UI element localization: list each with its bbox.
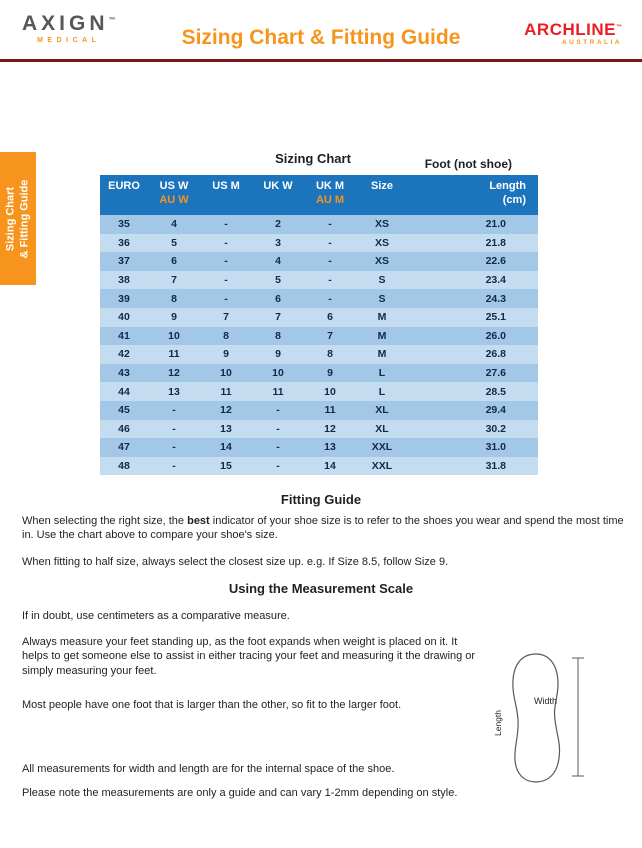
table-cell: -: [328, 218, 332, 231]
table-cell: 11: [168, 348, 180, 361]
table-cell: XL: [375, 422, 389, 435]
table-cell: L: [378, 367, 386, 380]
table-cell: 5: [171, 236, 177, 249]
archline-logo-sub: AUSTRALIA: [561, 39, 622, 46]
axign-logo-name: AXIGN™: [22, 12, 116, 35]
table-cell: 13: [168, 385, 180, 398]
table-cell: -: [328, 274, 332, 287]
measurement-paragraph-3: Most people have one foot that is larger than the other, so fit to the larger foot.: [22, 699, 402, 711]
table-cell: 25.1: [485, 311, 506, 324]
table-cell: -: [224, 274, 228, 287]
archline-logo: [524, 20, 622, 46]
table-cell: 29.4: [485, 404, 506, 417]
table-cell: -: [224, 255, 228, 268]
table-cell: 4: [171, 218, 177, 231]
table-cell: 12: [324, 422, 336, 435]
table-cell: S: [378, 274, 386, 287]
foot-diagram: [492, 648, 592, 788]
table-cell: 35: [118, 218, 130, 231]
table-cell: -: [328, 255, 332, 268]
table-cell: 13: [220, 422, 232, 435]
table-cell: 10: [168, 329, 180, 342]
table-cell: 41: [118, 329, 130, 342]
table-cell: 21.8: [485, 236, 506, 249]
fitting-guide-paragraph-2: When fitting to half size, always select the closest size up. e.g. If Size 8.5, follow Size 9.: [22, 556, 449, 568]
table-cell: 9: [171, 311, 177, 324]
table-cell: S: [378, 292, 386, 305]
table-cell: 5: [275, 274, 281, 287]
table-row: [100, 345, 538, 364]
width-label: Width: [534, 696, 558, 706]
length-label: Length: [493, 710, 503, 736]
table-cell: 31.0: [485, 441, 506, 454]
table-cell: 10: [324, 385, 336, 398]
sizing-table-body: [100, 215, 538, 475]
sizing-table: [100, 175, 538, 475]
measurement-paragraph-4: All measurements for width and length are for the internal space of the shoe.: [22, 763, 395, 775]
table-cell: -: [276, 404, 280, 417]
table-row: [100, 401, 538, 420]
table-cell: 6: [275, 292, 281, 305]
table-cell: 6: [327, 311, 333, 324]
table-cell: 10: [272, 367, 284, 380]
table-cell: XS: [374, 218, 389, 231]
table-cell: -: [224, 218, 228, 231]
table-cell: XXL: [371, 441, 393, 454]
table-cell: 11: [272, 385, 284, 398]
table-cell: 28.5: [485, 385, 506, 398]
column-header: Length (cm): [408, 175, 538, 215]
table-cell: -: [172, 441, 176, 454]
column-header: US M: [200, 175, 252, 215]
table-cell: 44: [118, 385, 130, 398]
table-row: [100, 438, 538, 457]
table-cell: -: [276, 422, 280, 435]
archline-logo-name: ARCHLINE™: [524, 20, 622, 39]
table-cell: XS: [374, 255, 389, 268]
table-cell: -: [276, 460, 280, 473]
table-cell: -: [224, 236, 228, 249]
table-row: [100, 215, 538, 234]
table-cell: 48: [118, 460, 130, 473]
foot-outline: [513, 654, 560, 782]
trademark-symbol: ™: [616, 24, 622, 31]
table-cell: L: [378, 385, 386, 398]
table-cell: 10: [220, 367, 232, 380]
table-cell: 38: [118, 274, 130, 287]
table-cell: 9: [327, 367, 333, 380]
table-cell: 43: [118, 367, 130, 380]
table-row: [100, 457, 538, 476]
table-row: [100, 252, 538, 271]
table-row: [100, 271, 538, 290]
foot-not-shoe-label: Foot (not shoe): [424, 157, 512, 171]
table-cell: 8: [327, 348, 333, 361]
table-cell: 7: [223, 311, 229, 324]
best-emphasis: best: [187, 515, 210, 527]
table-row: [100, 382, 538, 401]
table-cell: 36: [118, 236, 130, 249]
table-cell: 8: [223, 329, 229, 342]
table-cell: 8: [275, 329, 281, 342]
sizing-chart-title: Sizing Chart: [275, 151, 351, 166]
table-cell: 11: [324, 404, 336, 417]
table-cell: 31.8: [485, 460, 506, 473]
table-cell: 12: [168, 367, 180, 380]
table-cell: 46: [118, 422, 130, 435]
table-cell: 39: [118, 292, 130, 305]
fitting-guide-paragraph-1: When selecting the right size, the best indicator of your shoe size is to refer to the shoes you wear and spend the most time in. Use the chart above to compare your shoe's size.: [22, 515, 624, 542]
column-header: US W AU W: [148, 175, 200, 215]
side-tab-line2: & Fitting Guide: [18, 179, 30, 258]
table-cell: 11: [220, 385, 232, 398]
table-cell: 23.4: [485, 274, 506, 287]
table-cell: 14: [324, 460, 336, 473]
table-cell: 12: [220, 404, 232, 417]
table-cell: -: [276, 441, 280, 454]
page-title: Sizing Chart & Fitting Guide: [181, 26, 461, 49]
table-cell: 30.2: [485, 422, 506, 435]
measurement-paragraph-5: Please note the measurements are only a guide and can vary 1-2mm depending on style.: [22, 787, 458, 799]
measurement-scale-heading: Using the Measurement Scale: [228, 581, 414, 596]
table-cell: 40: [118, 311, 130, 324]
table-cell: -: [224, 292, 228, 305]
measurement-paragraph-2: Always measure your feet standing up, as the foot expands when weight is placed on it. It helps to get someone else to assist in either tracing your feet and measuring it the drawing or simply measuring your feet.: [22, 636, 476, 677]
table-cell: M: [377, 329, 387, 342]
table-cell: XL: [375, 404, 389, 417]
table-row: [100, 420, 538, 439]
table-cell: 24.3: [485, 292, 506, 305]
table-cell: -: [328, 236, 332, 249]
trademark-symbol: ™: [108, 17, 116, 24]
table-cell: 45: [118, 404, 130, 417]
table-cell: 37: [118, 255, 130, 268]
header-divider: [0, 59, 642, 62]
table-cell: XS: [374, 236, 389, 249]
table-cell: 3: [275, 236, 281, 249]
header-row: [100, 175, 538, 215]
table-row: [100, 234, 538, 253]
table-cell: 9: [223, 348, 229, 361]
table-row: [100, 289, 538, 308]
table-cell: 7: [171, 274, 177, 287]
table-cell: 8: [171, 292, 177, 305]
table-cell: 4: [275, 255, 281, 268]
fitting-guide-heading: Fitting Guide: [280, 492, 362, 507]
table-cell: 47: [118, 441, 130, 454]
table-cell: 15: [220, 460, 232, 473]
table-cell: 22.6: [485, 255, 506, 268]
table-cell: 13: [324, 441, 336, 454]
table-cell: -: [172, 404, 176, 417]
table-cell: 21.0: [485, 218, 506, 231]
table-row: [100, 327, 538, 346]
sizing-table-head: [100, 175, 538, 215]
table-cell: 14: [220, 441, 232, 454]
table-cell: M: [377, 348, 387, 361]
table-cell: -: [172, 460, 176, 473]
table-cell: 42: [118, 348, 130, 361]
table-cell: 2: [275, 218, 281, 231]
table-cell: 9: [275, 348, 281, 361]
side-tab-line1: Sizing Chart: [4, 186, 17, 251]
column-header: UK W: [252, 175, 304, 215]
column-header: Size: [356, 175, 408, 215]
column-header: EURO: [100, 175, 148, 215]
table-cell: 7: [327, 329, 333, 342]
table-cell: XXL: [371, 460, 393, 473]
side-tab: [0, 152, 36, 285]
side-tab-label: [0, 152, 36, 285]
table-cell: -: [328, 292, 332, 305]
table-row: [100, 364, 538, 383]
table-cell: 6: [171, 255, 177, 268]
measurement-paragraph-1: If in doubt, use centimeters as a comparative measure.: [22, 610, 290, 622]
table-cell: 26.8: [485, 348, 506, 361]
table-cell: M: [377, 311, 387, 324]
table-cell: 27.6: [485, 367, 506, 380]
column-header: UK M AU M: [304, 175, 356, 215]
table-cell: -: [172, 422, 176, 435]
table-cell: 26.0: [485, 329, 506, 342]
table-cell: 7: [275, 311, 281, 324]
table-row: [100, 308, 538, 327]
axign-logo-sub: MEDICAL: [37, 37, 101, 44]
